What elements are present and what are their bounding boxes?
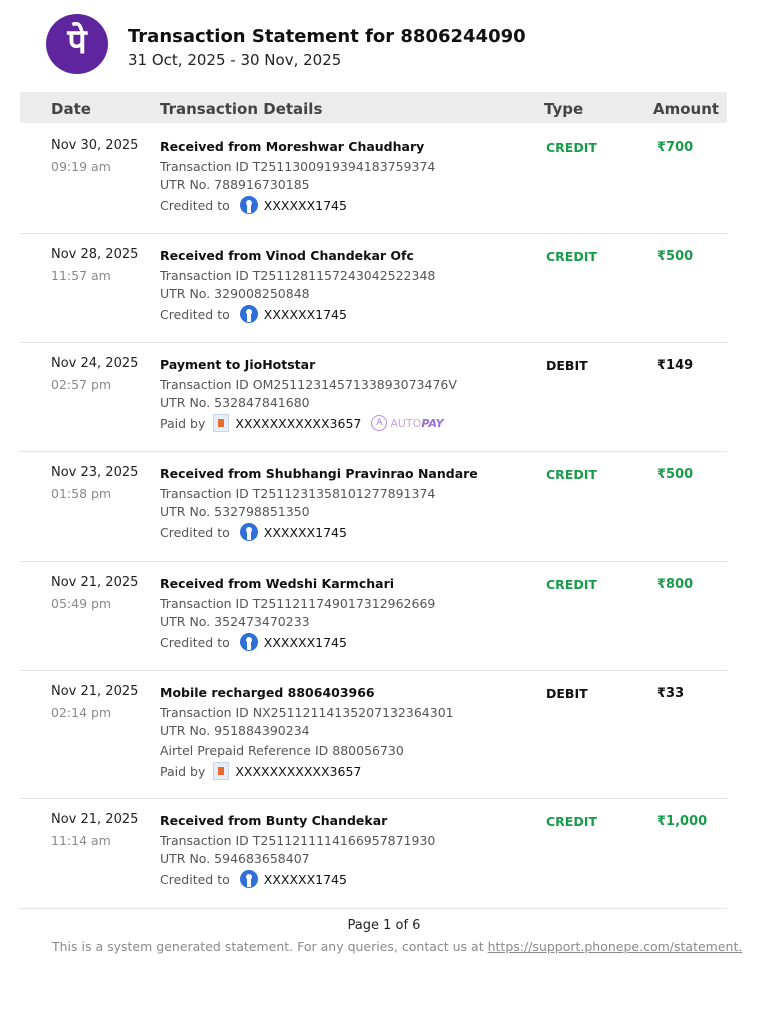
bob-bank-icon: [213, 414, 229, 432]
sbi-bank-icon: [240, 305, 258, 323]
transaction-row: [20, 670, 727, 799]
transaction-time: 01:58 pm: [51, 486, 112, 501]
transaction-amount: ₹700: [657, 140, 694, 155]
account-label: Paid by: [160, 415, 206, 431]
transaction-row: [20, 798, 727, 909]
transaction-row: [20, 561, 727, 671]
transaction-title: Received from Moreshwar Chaudhary: [160, 139, 425, 154]
transaction-date: Nov 24, 2025: [51, 356, 139, 371]
column-header-details: Transaction Details: [160, 100, 323, 118]
account-number: XXXXXXXXXXX3657: [235, 415, 362, 431]
autopay-icon: A: [371, 415, 387, 431]
table-header: [20, 92, 727, 123]
date-cell: [51, 247, 138, 283]
transaction-id: Transaction ID T2511231358101277891374: [160, 486, 436, 501]
transaction-time: 05:49 pm: [51, 596, 112, 611]
transaction-amount: ₹1,000: [657, 814, 708, 829]
transaction-row: [20, 342, 727, 452]
transaction-id: Transaction ID T2511300919394183759374: [160, 159, 436, 174]
autopay-badge: A AUTO PAY: [371, 415, 443, 431]
transaction-date: Nov 23, 2025: [51, 465, 139, 480]
transaction-type: DEBIT: [546, 686, 588, 701]
account-number: XXXXXX1745: [263, 634, 347, 650]
date-cell: [51, 138, 138, 174]
details-cell: [160, 685, 540, 780]
utr-number: UTR No. 594683658407: [160, 851, 310, 866]
transaction-id: Transaction ID OM2511231457133893073476V: [160, 377, 457, 392]
utr-number: UTR No. 532847841680: [160, 395, 310, 410]
account-line: [160, 870, 540, 888]
transaction-time: 02:14 pm: [51, 705, 112, 720]
transaction-title: Received from Shubhangi Pravinrao Nandare: [160, 466, 478, 481]
transaction-id: Transaction ID T2511211749017312962669: [160, 596, 436, 611]
footer-note: [52, 939, 742, 954]
account-label: Credited to: [160, 634, 230, 650]
transaction-date: Nov 21, 2025: [51, 684, 139, 699]
sbi-bank-icon: [240, 523, 258, 541]
column-header-type: Type: [544, 100, 584, 118]
account-number: XXXXXXXXXXX3657: [235, 763, 362, 779]
sbi-bank-icon: [240, 633, 258, 651]
account-number: XXXXXX1745: [263, 524, 347, 540]
sbi-bank-icon: [240, 870, 258, 888]
transaction-type: CREDIT: [546, 249, 597, 264]
column-header-date: Date: [51, 100, 91, 118]
date-cell: [51, 465, 138, 501]
details-cell: [160, 576, 540, 651]
transaction-row: [20, 233, 727, 343]
account-line: [160, 305, 540, 323]
account-line: [160, 523, 540, 541]
transaction-id: Transaction ID T2511211114166957871930: [160, 833, 436, 848]
utr-number: UTR No. 788916730185: [160, 177, 310, 192]
utr-number: UTR No. 532798851350: [160, 504, 310, 519]
transaction-type: CREDIT: [546, 467, 597, 482]
account-number: XXXXXX1745: [263, 871, 347, 887]
transaction-row: [20, 124, 727, 234]
account-label: Paid by: [160, 763, 206, 779]
details-cell: [160, 248, 540, 323]
account-line: [160, 762, 540, 780]
transaction-title: Received from Wedshi Karmchari: [160, 576, 395, 591]
transaction-amount: ₹33: [657, 686, 685, 701]
date-cell: [51, 684, 138, 720]
account-label: Credited to: [160, 871, 230, 887]
statement-header: [46, 14, 726, 74]
transaction-row: [20, 451, 727, 562]
transaction-id: Transaction ID T2511281157243042522348: [160, 268, 436, 283]
date-cell: [51, 575, 138, 611]
bob-bank-icon: [213, 762, 229, 780]
transaction-type: DEBIT: [546, 358, 588, 373]
account-line: [160, 414, 540, 432]
transaction-amount: ₹500: [657, 249, 694, 264]
transaction-title: Received from Vinod Chandekar Ofc: [160, 248, 414, 263]
transaction-type: CREDIT: [546, 577, 597, 592]
transaction-time: 09:19 am: [51, 159, 111, 174]
details-cell: [160, 813, 540, 888]
transaction-title: Mobile recharged 8806403966: [160, 685, 375, 700]
statement-period: 31 Oct, 2025 - 30 Nov, 2025: [128, 51, 342, 69]
transaction-title: Payment to JioHotstar: [160, 357, 316, 372]
transaction-amount: ₹800: [657, 577, 694, 592]
sbi-bank-icon: [240, 196, 258, 214]
details-cell: [160, 357, 540, 432]
account-number: XXXXXX1745: [263, 197, 347, 213]
date-cell: [51, 812, 138, 848]
transaction-time: 11:57 am: [51, 268, 111, 283]
details-cell: [160, 466, 540, 541]
transaction-date: Nov 30, 2025: [51, 138, 139, 153]
transaction-date: Nov 28, 2025: [51, 247, 139, 262]
account-line: [160, 196, 540, 214]
transaction-title: Received from Bunty Chandekar: [160, 813, 388, 828]
utr-number: UTR No. 329008250848: [160, 286, 310, 301]
transaction-type: CREDIT: [546, 140, 597, 155]
utr-number: UTR No. 951884390234: [160, 723, 310, 738]
footer-text: This is a system generated statement. For any queries, contact us at: [52, 939, 484, 954]
account-label: Credited to: [160, 306, 230, 322]
statement-title: Transaction Statement for 8806244090: [128, 26, 526, 47]
transaction-time: 02:57 pm: [51, 377, 112, 392]
transaction-amount: ₹149: [657, 358, 694, 373]
transaction-date: Nov 21, 2025: [51, 575, 139, 590]
utr-number: UTR No. 352473470233: [160, 614, 310, 629]
phonepe-logo: पे: [46, 14, 108, 74]
account-label: Credited to: [160, 524, 230, 540]
details-cell: [160, 139, 540, 214]
transaction-date: Nov 21, 2025: [51, 812, 139, 827]
account-line: [160, 633, 540, 651]
transaction-amount: ₹500: [657, 467, 694, 482]
account-label: Credited to: [160, 197, 230, 213]
column-header-amount: Amount: [653, 100, 720, 118]
date-cell: [51, 356, 138, 392]
account-number: XXXXXX1745: [263, 306, 347, 322]
transaction-id: Transaction ID NX25112114135207132364301: [160, 705, 454, 720]
support-link[interactable]: https://support.phonepe.com/statement.: [487, 939, 743, 954]
reference-id: Airtel Prepaid Reference ID 880056730: [160, 743, 404, 758]
page-number: Page 1 of 6: [347, 918, 421, 933]
transaction-time: 11:14 am: [51, 833, 111, 848]
transaction-type: CREDIT: [546, 814, 597, 829]
